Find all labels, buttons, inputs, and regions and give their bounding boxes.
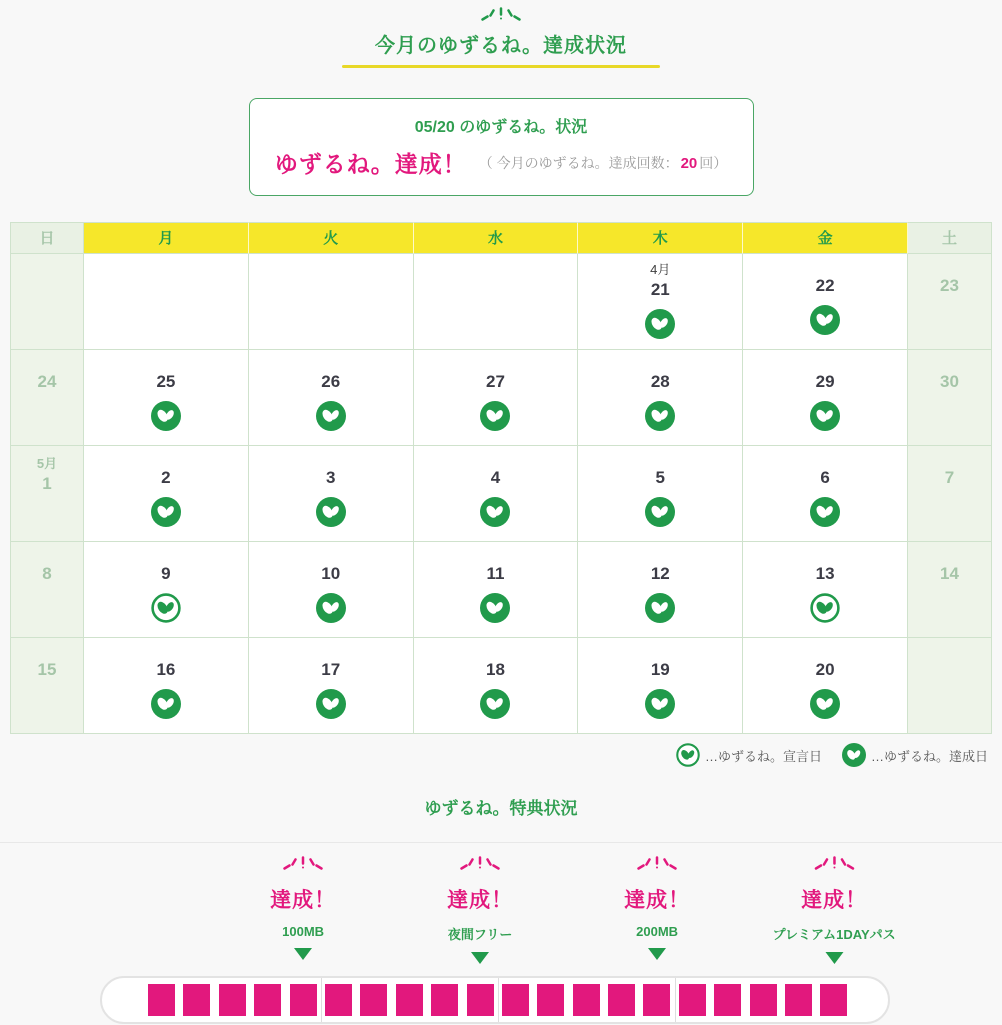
milestone-200MB	[624, 855, 690, 960]
yuzurune-achieved-icon	[810, 401, 840, 431]
calendar-cell-26	[249, 350, 414, 446]
calendar-cell-10	[249, 542, 414, 638]
yuzurune-achieved-icon	[810, 689, 840, 719]
page-title: 今月のゆずるね。達成状況	[375, 35, 627, 57]
day-number: 23	[940, 276, 959, 295]
progress-square	[148, 984, 175, 1016]
milestone-pointer-icon	[825, 952, 843, 964]
legend-declared	[676, 743, 822, 767]
day-number: 30	[940, 372, 959, 391]
calendar-cell-2	[84, 446, 249, 542]
progress-square	[502, 984, 529, 1016]
yuzurune-achieved-icon	[842, 743, 866, 767]
status-box	[249, 98, 754, 196]
progress-segment-divider	[498, 978, 499, 1022]
yuzurune-declared-icon	[810, 593, 840, 623]
progress-segment-divider	[321, 978, 322, 1022]
yuzurune-achieved-icon	[810, 305, 840, 335]
title-underline	[342, 65, 660, 68]
day-number: 3	[325, 468, 336, 487]
calendar-cell-28	[578, 350, 743, 446]
calendar-cell-13	[743, 542, 908, 638]
progress-square	[820, 984, 847, 1016]
progress-bar	[100, 976, 890, 1024]
progress-square	[396, 984, 423, 1016]
month-label: 4月	[650, 262, 671, 277]
yuzurune-achieved-icon	[810, 497, 840, 527]
day-number: 16	[156, 660, 176, 679]
yuzurune-achieved-icon	[645, 309, 675, 339]
day-number: 8	[42, 564, 52, 583]
calendar-cell-empty	[908, 638, 992, 734]
milestone-100MB	[270, 855, 336, 960]
calendar-cell-14	[908, 542, 992, 638]
day-number: 11	[486, 564, 505, 583]
calendar-cell-3	[249, 446, 414, 542]
sparkle-burst-icon	[637, 855, 677, 877]
progress-square	[714, 984, 741, 1016]
sparkle-burst-icon	[814, 855, 854, 877]
day-number: 15	[37, 660, 57, 679]
calendar-cell-15	[10, 638, 84, 734]
milestone-status: 達成！	[801, 889, 868, 912]
day-number: 18	[486, 660, 505, 679]
day-number: 14	[940, 564, 959, 583]
day-number: 29	[815, 372, 835, 391]
legend	[0, 743, 988, 767]
calendar-cell-23	[908, 254, 992, 350]
legend-declared-label: …ゆずるね。宣言日	[704, 748, 822, 764]
calendar-cell-21	[578, 254, 743, 350]
yuzurune-achieved-icon	[645, 593, 675, 623]
milestone-夜間フリー	[447, 855, 513, 964]
yuzurune-achieved-icon	[480, 401, 510, 431]
calendar-cell-empty	[84, 254, 249, 350]
day-number: 6	[820, 468, 830, 487]
legend-achieved-label: …ゆずるね。達成日	[870, 748, 988, 764]
achievement-calendar	[10, 222, 992, 734]
status-count: （ 今月のゆずるね。達成回数： 20 回）	[478, 154, 728, 172]
calendar-cell-8	[10, 542, 84, 638]
progress-square	[219, 984, 246, 1016]
milestone-status: 達成！	[447, 889, 514, 912]
day-number: 4	[490, 468, 501, 487]
milestone-label: 100MB	[282, 924, 325, 939]
sparkle-burst-icon	[283, 855, 323, 877]
rewards-section	[0, 843, 1002, 1025]
milestone-pointer-icon	[294, 948, 312, 960]
milestone-label: 夜間フリー	[447, 927, 513, 942]
sparkle-burst-icon	[481, 6, 521, 28]
yuzurune-achieved-icon	[645, 689, 675, 719]
progress-square	[254, 984, 281, 1016]
calendar-cell-27	[414, 350, 579, 446]
calendar-cell-24	[10, 350, 84, 446]
progress-square	[679, 984, 706, 1016]
day-header-木: 木	[578, 222, 743, 254]
yuzurune-declared-icon	[676, 743, 700, 767]
yuzurune-achieved-icon	[151, 401, 181, 431]
day-number: 12	[650, 564, 670, 583]
yuzurune-achieved-icon	[151, 497, 181, 527]
day-number: 1	[42, 474, 52, 493]
day-number: 2	[161, 468, 171, 487]
yuzurune-achieved-icon	[480, 497, 510, 527]
calendar-cell-17	[249, 638, 414, 734]
calendar-cell-30	[908, 350, 992, 446]
calendar-cell-1	[10, 446, 84, 542]
yuzurune-declared-icon	[151, 593, 181, 623]
progress-square	[573, 984, 600, 1016]
day-number: 7	[944, 468, 955, 487]
progress-square	[325, 984, 352, 1016]
calendar-cell-22	[743, 254, 908, 350]
milestone-status: 達成！	[624, 889, 691, 912]
calendar-cell-29	[743, 350, 908, 446]
calendar-cell-11	[414, 542, 579, 638]
calendar-cell-empty	[414, 254, 579, 350]
yuzurune-achieved-icon	[645, 497, 675, 527]
day-number: 20	[815, 660, 835, 679]
calendar-cell-20	[743, 638, 908, 734]
yuzurune-achieved-icon	[151, 689, 181, 719]
achievement-count: 20	[680, 154, 698, 172]
day-header-金: 金	[743, 222, 908, 254]
yuzurune-achieved-icon	[316, 497, 346, 527]
day-number: 21	[650, 280, 670, 299]
yuzurune-achieved-icon	[842, 743, 866, 767]
yuzurune-achieved-icon	[316, 689, 346, 719]
yuzurune-achieved-icon	[645, 401, 675, 431]
calendar-cell-19	[578, 638, 743, 734]
progress-square	[183, 984, 210, 1016]
calendar-cell-5	[578, 446, 743, 542]
calendar-cell-12	[578, 542, 743, 638]
month-label: 5月	[36, 456, 58, 471]
day-number: 25	[156, 372, 176, 391]
progress-square	[608, 984, 635, 1016]
rewards-heading: ゆずるね。特典状況	[424, 799, 578, 818]
day-number: 19	[650, 660, 670, 679]
sparkle-burst-icon	[460, 855, 500, 877]
status-result: ゆずるね。達成！	[274, 151, 467, 177]
calendar-cell-7	[908, 446, 992, 542]
day-number: 26	[321, 372, 341, 391]
progress-segment-divider	[675, 978, 676, 1022]
yuzurune-achieved-icon	[480, 689, 510, 719]
day-header-土: 土	[908, 222, 992, 254]
calendar-cell-empty	[249, 254, 414, 350]
day-header-日: 日	[10, 222, 84, 254]
calendar-cell-6	[743, 446, 908, 542]
calendar-cell-empty	[10, 254, 84, 350]
day-number: 13	[815, 564, 835, 583]
yuzurune-achieved-icon	[480, 593, 510, 623]
status-box-heading: 05/20 のゆずるね。状況	[414, 119, 588, 136]
progress-square	[750, 984, 777, 1016]
progress-square	[290, 984, 317, 1016]
day-header-火: 火	[249, 222, 414, 254]
milestone-status: 達成！	[270, 889, 337, 912]
day-number: 28	[650, 372, 670, 391]
milestone-プレミアム1DAYパス	[773, 855, 896, 964]
progress-square	[537, 984, 564, 1016]
yuzurune-declared-icon	[676, 743, 700, 767]
day-header-月: 月	[84, 222, 249, 254]
milestone-label: プレミアム1DAYパス	[772, 927, 896, 942]
sparkle-burst-icon	[0, 6, 1002, 28]
day-number: 27	[486, 372, 505, 391]
day-number: 22	[815, 276, 835, 295]
calendar-cell-9	[84, 542, 249, 638]
yuzurune-achieved-icon	[316, 401, 346, 431]
calendar-cell-16	[84, 638, 249, 734]
calendar-cell-4	[414, 446, 579, 542]
progress-square	[467, 984, 494, 1016]
calendar-cell-25	[84, 350, 249, 446]
yuzurune-achieved-icon	[316, 593, 346, 623]
progress-square	[431, 984, 458, 1016]
day-number: 24	[37, 372, 57, 391]
legend-achieved	[842, 743, 988, 767]
day-header-水: 水	[414, 222, 579, 254]
day-number: 9	[161, 564, 171, 583]
milestone-label: 200MB	[636, 924, 679, 939]
progress-square	[643, 984, 670, 1016]
day-number: 10	[321, 564, 341, 583]
milestone-pointer-icon	[648, 948, 666, 960]
page-header	[0, 0, 1002, 68]
calendar-cell-18	[414, 638, 579, 734]
milestone-pointer-icon	[471, 952, 489, 964]
day-number: 5	[655, 468, 666, 487]
progress-square	[360, 984, 387, 1016]
progress-square	[785, 984, 812, 1016]
day-number: 17	[321, 660, 341, 679]
